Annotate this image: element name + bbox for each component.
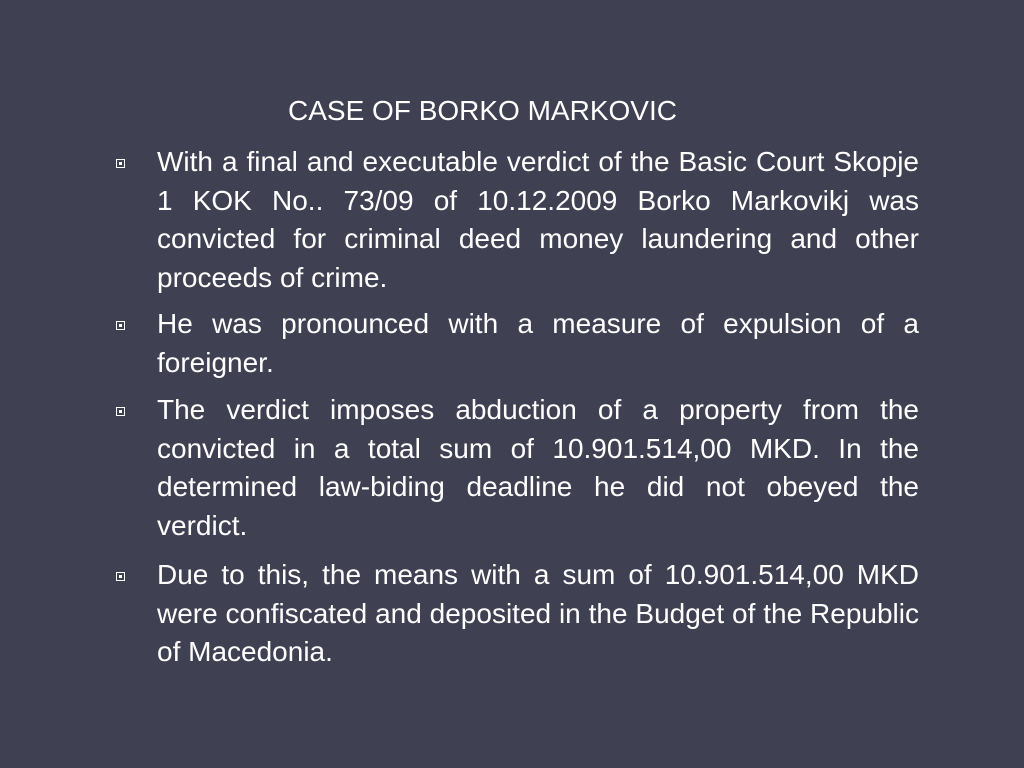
square-bullet-icon: [116, 407, 125, 416]
bullet-text: With a final and executable verdict of the Basic Court Skopje 1 KOK No.. 73/09 of 10.12.2009 Borko Markovikj was convicted for criminal deed money laundering and other proceeds of crime.: [157, 146, 919, 293]
bullet-text: He was pronounced with a measure of expulsion of a foreigner.: [157, 308, 919, 378]
square-bullet-icon: [116, 159, 125, 168]
square-bullet-icon: [116, 572, 125, 581]
slide-title: CASE OF BORKO MARKOVIC: [288, 95, 677, 126]
square-bullet-icon: [116, 321, 125, 330]
bullet-text: Due to this, the means with a sum of 10.901.514,00 MKD were confiscated and deposited in the Budget of the Republic of Macedonia.: [157, 559, 919, 667]
bullet-text: The verdict imposes abduction of a property from the convicted in a total sum of 10.901.514,00 MKD. In the determined law-biding deadline he did not obeyed the verdict.: [157, 394, 919, 541]
